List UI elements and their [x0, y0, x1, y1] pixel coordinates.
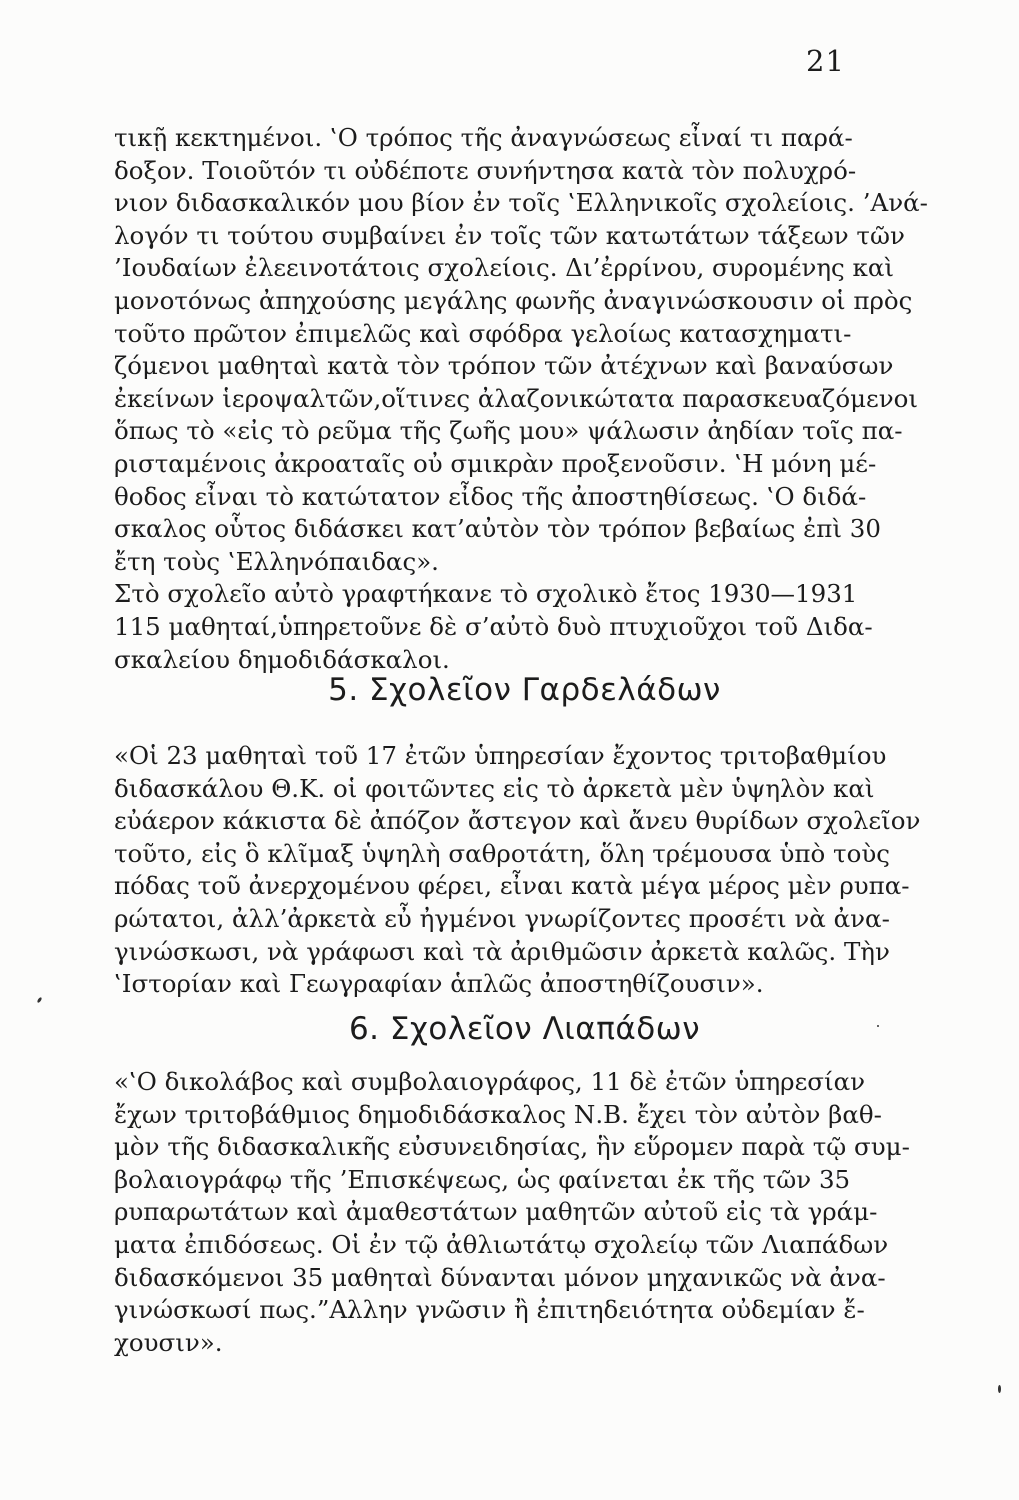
text-line: ρυπαρωτάτων καὶ ἀμαθεστάτων μαθητῶν αὐτοῦ εἰς τὰ γράμ-: [114, 1197, 878, 1227]
text-line: ‛Ιστορίαν καὶ Γεωγραφίαν ἁπλῶς ἀποστηθίζουσιν».: [114, 969, 764, 999]
section-heading-gardeladon: 5. Σχολεῖον Γαρδελάδων: [328, 672, 721, 708]
scan-speck: [877, 1025, 879, 1027]
text-line: διδασκόμενοι 35 μαθηταὶ δύνανται μόνον μηχανικῶς νὰ ἀνα-: [114, 1262, 886, 1292]
text-line: «Οἱ 23 μαθηταὶ τοῦ 17 ἐτῶν ὑπηρεσίαν ἔχοντος τριτοβαθμίου: [114, 741, 887, 770]
text-line: ἔχων τριτοβάθμιος δημοδιδάσκαλος Ν.Β. ἔχει τὸν αὐτὸν βαθ-: [114, 1099, 882, 1129]
text-line: ’Ιουδαίων ἐλεεινοτάτοις σχολείοις. Δι’ἐρρίνου, συρομένης καὶ: [114, 253, 894, 283]
text-line: σκαλείου δημοδιδάσκαλοι.: [114, 644, 450, 674]
scan-speck: [998, 1385, 1001, 1393]
text-line: σκαλος οὗτος διδάσκει κατ’αὐτὸν τὸν τρόπον βεβαίως ἐπὶ 30: [114, 514, 881, 544]
text-line: ρώτατοι, ἀλλ’ἀρκετὰ εὖ ἠγμένοι γνωρίζοντες προσέτι νὰ ἀνα-: [114, 903, 890, 933]
text-line: τοῦτο, εἰς ὃ κλῖμαξ ὑψηλὴ σαθροτάτη, ὅλη τρέμουσα ὑπὸ τοὺς: [114, 838, 890, 868]
text-line: ἔτη τοὺς ‛Ελληνόπαιδας».: [114, 546, 439, 576]
text-line: γινώσκωσί πως.”Αλλην γνῶσιν ἢ ἐπιτηδειότητα οὐδεμίαν ἔ-: [114, 1295, 865, 1325]
text-line: χουσιν».: [114, 1327, 223, 1357]
text-line: μὸν τῆς διδασκαλικῆς εὐσυνειδησίας, ἣν εὕρομεν παρὰ τῷ συμ-: [114, 1132, 910, 1162]
liapadon-paragraph: [114, 1066, 910, 1359]
text-line: μονοτόνως ἀπηχούσης μεγάλης φωνῆς ἀναγινώσκουσιν οἱ πρὸς: [114, 285, 913, 315]
text-line: γινώσκωσι, νὰ γράφωσι καὶ τὰ ἀριθμῶσιν ἀρκετὰ καλῶς. Τὴν: [114, 936, 890, 966]
section-heading-liapadon: 6. Σχολεῖον Λιαπάδων: [348, 1011, 701, 1047]
text-line: τικῇ κεκτημένοι. ‛Ο τρόπος τῆς ἀναγνώσεως εἶναί τι παρά-: [114, 123, 853, 152]
text-line: θοδος εἶναι τὸ κατώτατον εἶδος τῆς ἀποστηθίσεως. ‛Ο διδά-: [114, 481, 867, 511]
text-line: ρισταμένοις ἀκροαταῖς οὐ σμικρὰν προξενοῦσιν. ‛Η μόνη μέ-: [114, 448, 877, 478]
text-line: ζόμενοι μαθηταὶ κατὰ τὸν τρόπον τῶν ἀτέχνων καὶ βαναύσων: [114, 351, 894, 381]
text-line: πόδας τοῦ ἀνερχομένου φέρει, εἶναι κατὰ μέγα μέρος μὲν ρυπα-: [114, 871, 910, 901]
text-line: ματα ἐπιδόσεως. Οἱ ἐν τῷ ἀθλιωτάτῳ σχολείῳ τῶν Λιαπάδων: [114, 1229, 889, 1259]
text-line: ὅπως τὸ «εἰς τὸ ρεῦμα τῆς ζωῆς μου» ψάλωσιν ἀηδίαν τοῖς πα-: [114, 416, 903, 446]
text-line: βολαιογράφῳ τῆς ’Επισκέψεως, ὡς φαίνεται ἐκ τῆς τῶν 35: [114, 1164, 851, 1194]
text-line: Στὸ σχολεῖο αὐτὸ γραφτήκανε τὸ σχολικὸ ἔτος 1930—1931: [114, 579, 858, 609]
page-number: 21: [806, 44, 845, 78]
text-line: δοξον. Τοιοῦτόν τι οὐδέποτε συνήντησα κατὰ τὸν πολυχρό-: [114, 155, 857, 185]
text-line: 115 μαθηταί,ὑπηρετοῦνε δὲ σ’αὐτὸ δυὸ πτυχιοῦχοι τοῦ Διδα-: [114, 611, 873, 641]
text-line: λογόν τι τούτου συμβαίνει ἐν τοῖς τῶν κατωτάτων τάξεων τῶν: [114, 220, 905, 250]
intro-paragraph: [114, 122, 928, 676]
scan-speck: [37, 997, 43, 1004]
text-line: διδασκάλου Θ.Κ. οἱ φοιτῶντες εἰς τὸ ἀρκετὰ μὲν ὑψηλὸν καὶ: [114, 773, 875, 803]
text-line: «‛Ο δικολάβος καὶ συμβολαιογράφος, 11 δὲ ἐτῶν ὑπηρεσίαν: [114, 1067, 866, 1096]
text-line: ἐκείνων ἱεροψαλτῶν,οἵτινες ἀλαζονικώτατα παρασκευαζόμενοι: [114, 383, 918, 413]
text-line: εὐάερον κάκιστα δὲ ἀπόζον ἄστεγον καὶ ἄνευ θυρίδων σχολεῖον: [114, 806, 921, 836]
text-line: τοῦτο πρῶτον ἐπιμελῶς καὶ σφόδρα γελοίως κατασχηματι-: [114, 318, 852, 348]
text-line: νιον διδασκαλικόν μου βίον ἐν τοῖς ‛Ελληνικοῖς σχολείοις. ’Ανά-: [114, 188, 928, 218]
gardeladon-paragraph: [114, 740, 921, 1001]
